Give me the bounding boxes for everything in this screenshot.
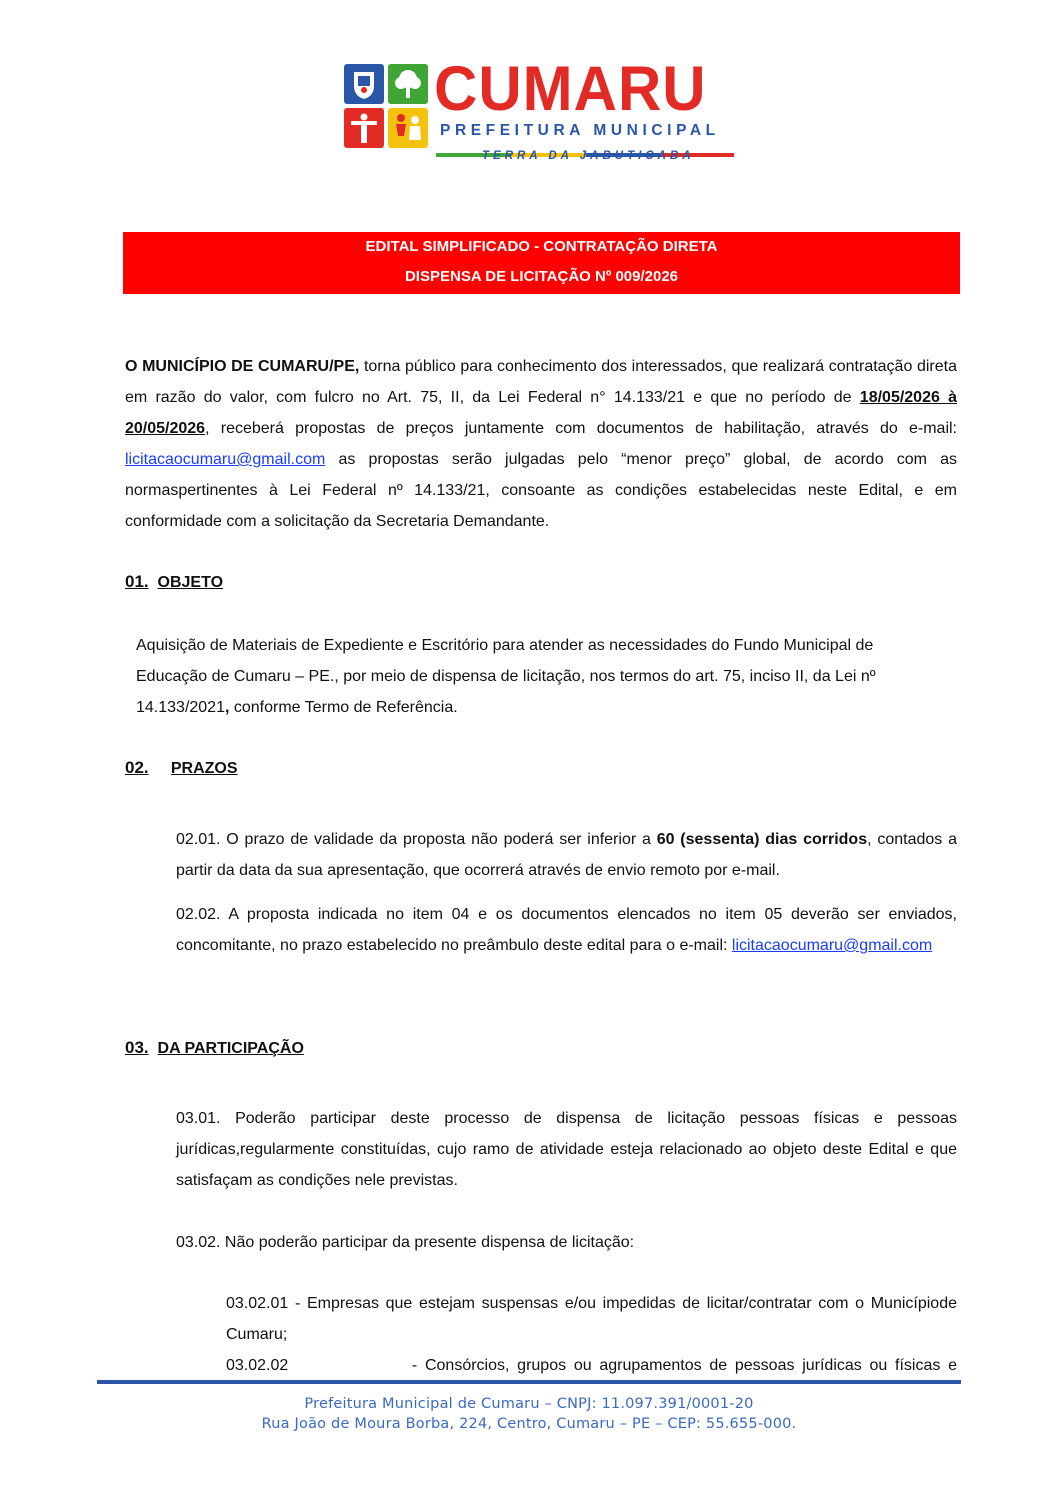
email-link[interactable]: licitacaocumaru@gmail.com: [125, 451, 326, 468]
item-number: 03.02.02: [226, 1357, 289, 1374]
item-03-02-02: [226, 1350, 957, 1381]
section-number: 01.: [125, 572, 149, 591]
intro-text-2: , receberá propostas de preços juntamente com documentos de habilitação, através do e-mail:: [205, 420, 957, 437]
edital-title-banner: [123, 232, 960, 294]
footer-cnpj-line: Prefeitura Municipal de Cumaru – CNPJ: 11.097.391/0001-20: [304, 1396, 754, 1412]
section-number: 02.: [125, 758, 149, 777]
banner-line-1: EDITAL SIMPLIFICADO - CONTRATAÇÃO DIRETA: [365, 238, 718, 255]
footer-address-line: Rua João de Moura Borba, 224, Centro, Cumaru – PE – CEP: 55.655-000.: [261, 1416, 797, 1432]
section-03-heading: [125, 1038, 304, 1058]
brand-name: CUMARU: [434, 53, 707, 124]
children-icon: [388, 108, 428, 148]
section-title: DA PARTICIPAÇÃO: [157, 1040, 304, 1057]
item-number: 03.01.: [176, 1110, 221, 1127]
section-01-heading: [125, 572, 223, 592]
item-number: 02.01.: [176, 831, 221, 848]
brand-color-stripe: [436, 144, 734, 148]
tree-icon: [388, 64, 428, 104]
item-text-2: , contados a partir da data da sua apresentação, que ocorrerá através de envio remoto por e-mail.: [176, 831, 958, 879]
christ-statue-icon: [344, 108, 384, 148]
section-01-text: [136, 630, 936, 723]
item-text: Não poderão participar da presente dispensa de licitação:: [220, 1234, 635, 1251]
validity-period: 60 (sessenta) dias corridos: [656, 831, 868, 848]
item-number: 03.02.: [176, 1234, 221, 1251]
item-text: - Empresas que estejam suspensas e/ou impedidas de licitar/contratar com o Municípiode Cumaru;: [226, 1295, 957, 1343]
email-link[interactable]: licitacaocumaru@gmail.com: [731, 937, 933, 954]
intro-text-1: torna público para conhecimento dos interessados, que realizará contratação direta em razão do valor, com fulcro no Art. 75, II, da Lei Federal n° 14.133/21 e que no período de: [125, 358, 957, 406]
proposal-period: 18/05/2026 à 20/05/2026: [125, 389, 957, 437]
municipality-lead: O MUNICÍPIO DE CUMARU/PE,: [125, 358, 360, 375]
item-03-01: [176, 1103, 957, 1196]
section-02-heading: [125, 758, 238, 778]
objeto-text-2: conforme Termo de Referência.: [229, 699, 458, 716]
item-number: 03.02.01: [226, 1295, 289, 1312]
brand-tagline: TERRA DA JABUTICABA: [482, 150, 695, 162]
item-03-02-01: [226, 1288, 957, 1350]
item-03-02: [176, 1227, 957, 1258]
item-text: O prazo de validade da proposta não poderá ser inferior a: [220, 831, 657, 848]
item-text: Poderão participar deste processo de dispensa de licitação pessoas físicas e pessoas jurídicas,regularmente constituídas, cujo ramo de atividade esteja relacionado ao objeto deste Edital e que satisfaçam as condições nele previstas.: [176, 1110, 957, 1189]
section-title: OBJETO: [157, 574, 224, 591]
objeto-comma: ,: [224, 699, 230, 716]
item-text: - Consórcios, grupos ou agrupamentos de pessoas jurídicas ou físicas e: [411, 1357, 957, 1374]
intro-text-3: as propostas serão julgadas pelo “menor preço” global, de acordo com as normaspertinentes à Lei Federal nº 14.133/21, consoante as condições estabelecidas neste Edital, e em conformidade com a solicitação da Secretaria Demandante.: [125, 451, 957, 530]
municipal-logo: [344, 53, 744, 166]
objeto-text: Aquisição de Materiais de Expediente e Escritório para atender as necessidades do Fundo Municipal de Educação de Cumaru – PE., por meio de dispensa de licitação, nos termos do art. 75, inciso II, da Lei nº 14.133/2021: [136, 637, 876, 716]
section-title: PRAZOS: [170, 760, 238, 777]
item-02-02: [176, 899, 957, 961]
coat-of-arms-icon: [344, 64, 384, 104]
section-number: 03.: [125, 1038, 149, 1057]
item-text: A proposta indicada no item 04 e os documentos elencados no item 05 deverão ser enviados, concomitante, no prazo estabelecido no preâmbulo deste edital para o e-mail:: [176, 906, 957, 954]
brand-subtitle: PREFEITURA MUNICIPAL: [440, 122, 720, 139]
intro-paragraph: [125, 351, 957, 537]
item-02-01: [176, 824, 957, 886]
banner-line-2: DISPENSA DE LICITAÇÃO Nº 009/2026: [404, 268, 679, 285]
footer-divider: [97, 1380, 961, 1384]
item-number: 02.02.: [176, 906, 221, 923]
